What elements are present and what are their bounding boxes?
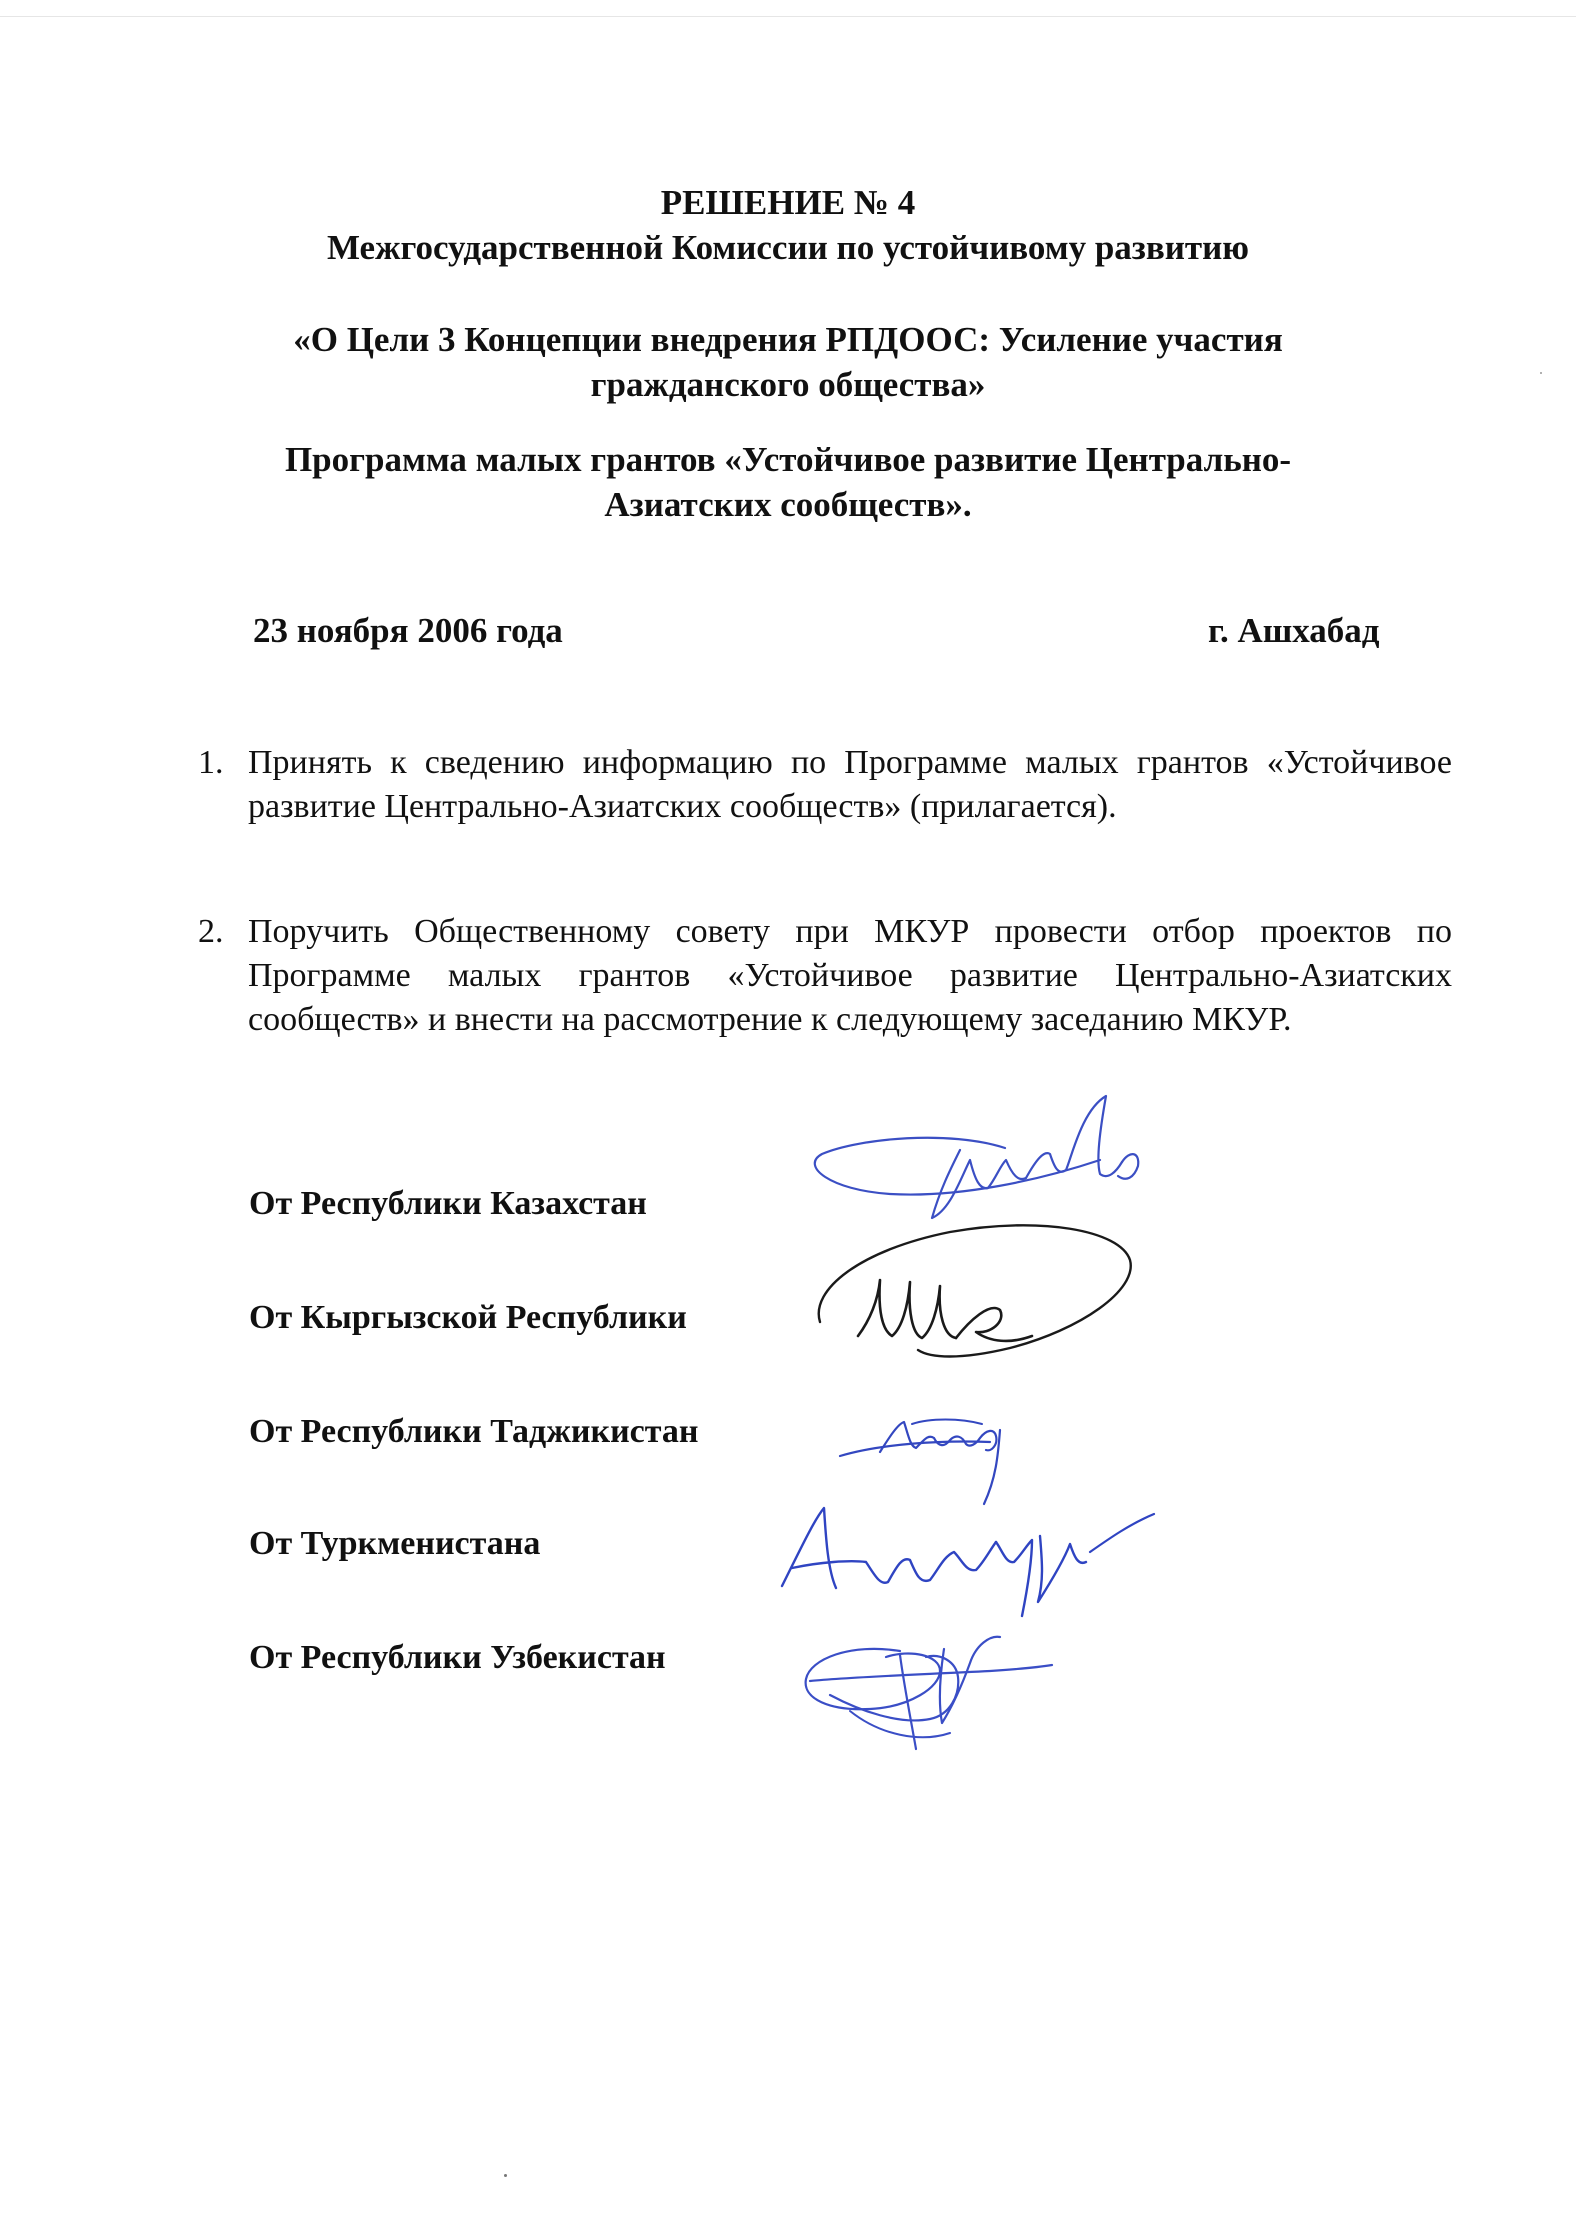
list-item (198, 741, 1452, 829)
program-line-1: Программа малых грантов «Устойчивое развитие Центрально- (284, 440, 1292, 479)
program-line-2: Азиатских сообществ». (604, 485, 972, 524)
scan-speck (504, 2174, 507, 2177)
list-item-number: 2. (198, 913, 224, 950)
list-item (198, 910, 1452, 1042)
signature-uzbekistan (790, 1615, 1060, 1765)
signatory-kyrgyzstan: От Кыргызской Республики (249, 1299, 687, 1336)
signatory-kazakhstan: От Республики Казахстан (249, 1185, 647, 1222)
signatory-tajikistan: От Республики Таджикистан (249, 1413, 699, 1450)
topic-line-2: гражданского общества» (590, 365, 986, 404)
signatory-uzbekistan: От Республики Узбекистан (249, 1639, 666, 1676)
document-subtitle: Межгосударственной Комиссии по устойчивому развитию (326, 228, 1250, 267)
signatory-turkmenistan: От Туркменистана (249, 1525, 541, 1562)
list-item-text: Принять к сведению информацию по Программе малых грантов «Устойчивое развитие Центрально-Азиатских сообществ» (прилагается). (248, 744, 1452, 825)
decision-date: 23 ноября 2006 года (253, 611, 563, 650)
topic-line-1: «О Цели 3 Концепции внедрения РПДООС: Усиление участия (293, 320, 1283, 359)
program-title (0, 437, 1576, 527)
document-title: РЕШЕНИЕ № 4 (660, 183, 916, 222)
decision-topic (0, 317, 1576, 407)
scan-edge (0, 0, 1576, 17)
list-item-number: 1. (198, 744, 224, 781)
signature-turkmenistan (770, 1490, 1170, 1630)
decision-city: г. Ашхабад (1208, 611, 1380, 650)
scan-speck (1540, 372, 1542, 374)
list-item-text: Поручить Общественному совету при МКУР провести отбор проектов по Программе малых грантов «Устойчивое развитие Центрально-Азиатских сообществ» и внести на рассмотрение к следующему заседанию МКУР. (248, 913, 1452, 1038)
signature-kyrgyzstan (800, 1210, 1150, 1370)
document-header (0, 180, 1576, 270)
